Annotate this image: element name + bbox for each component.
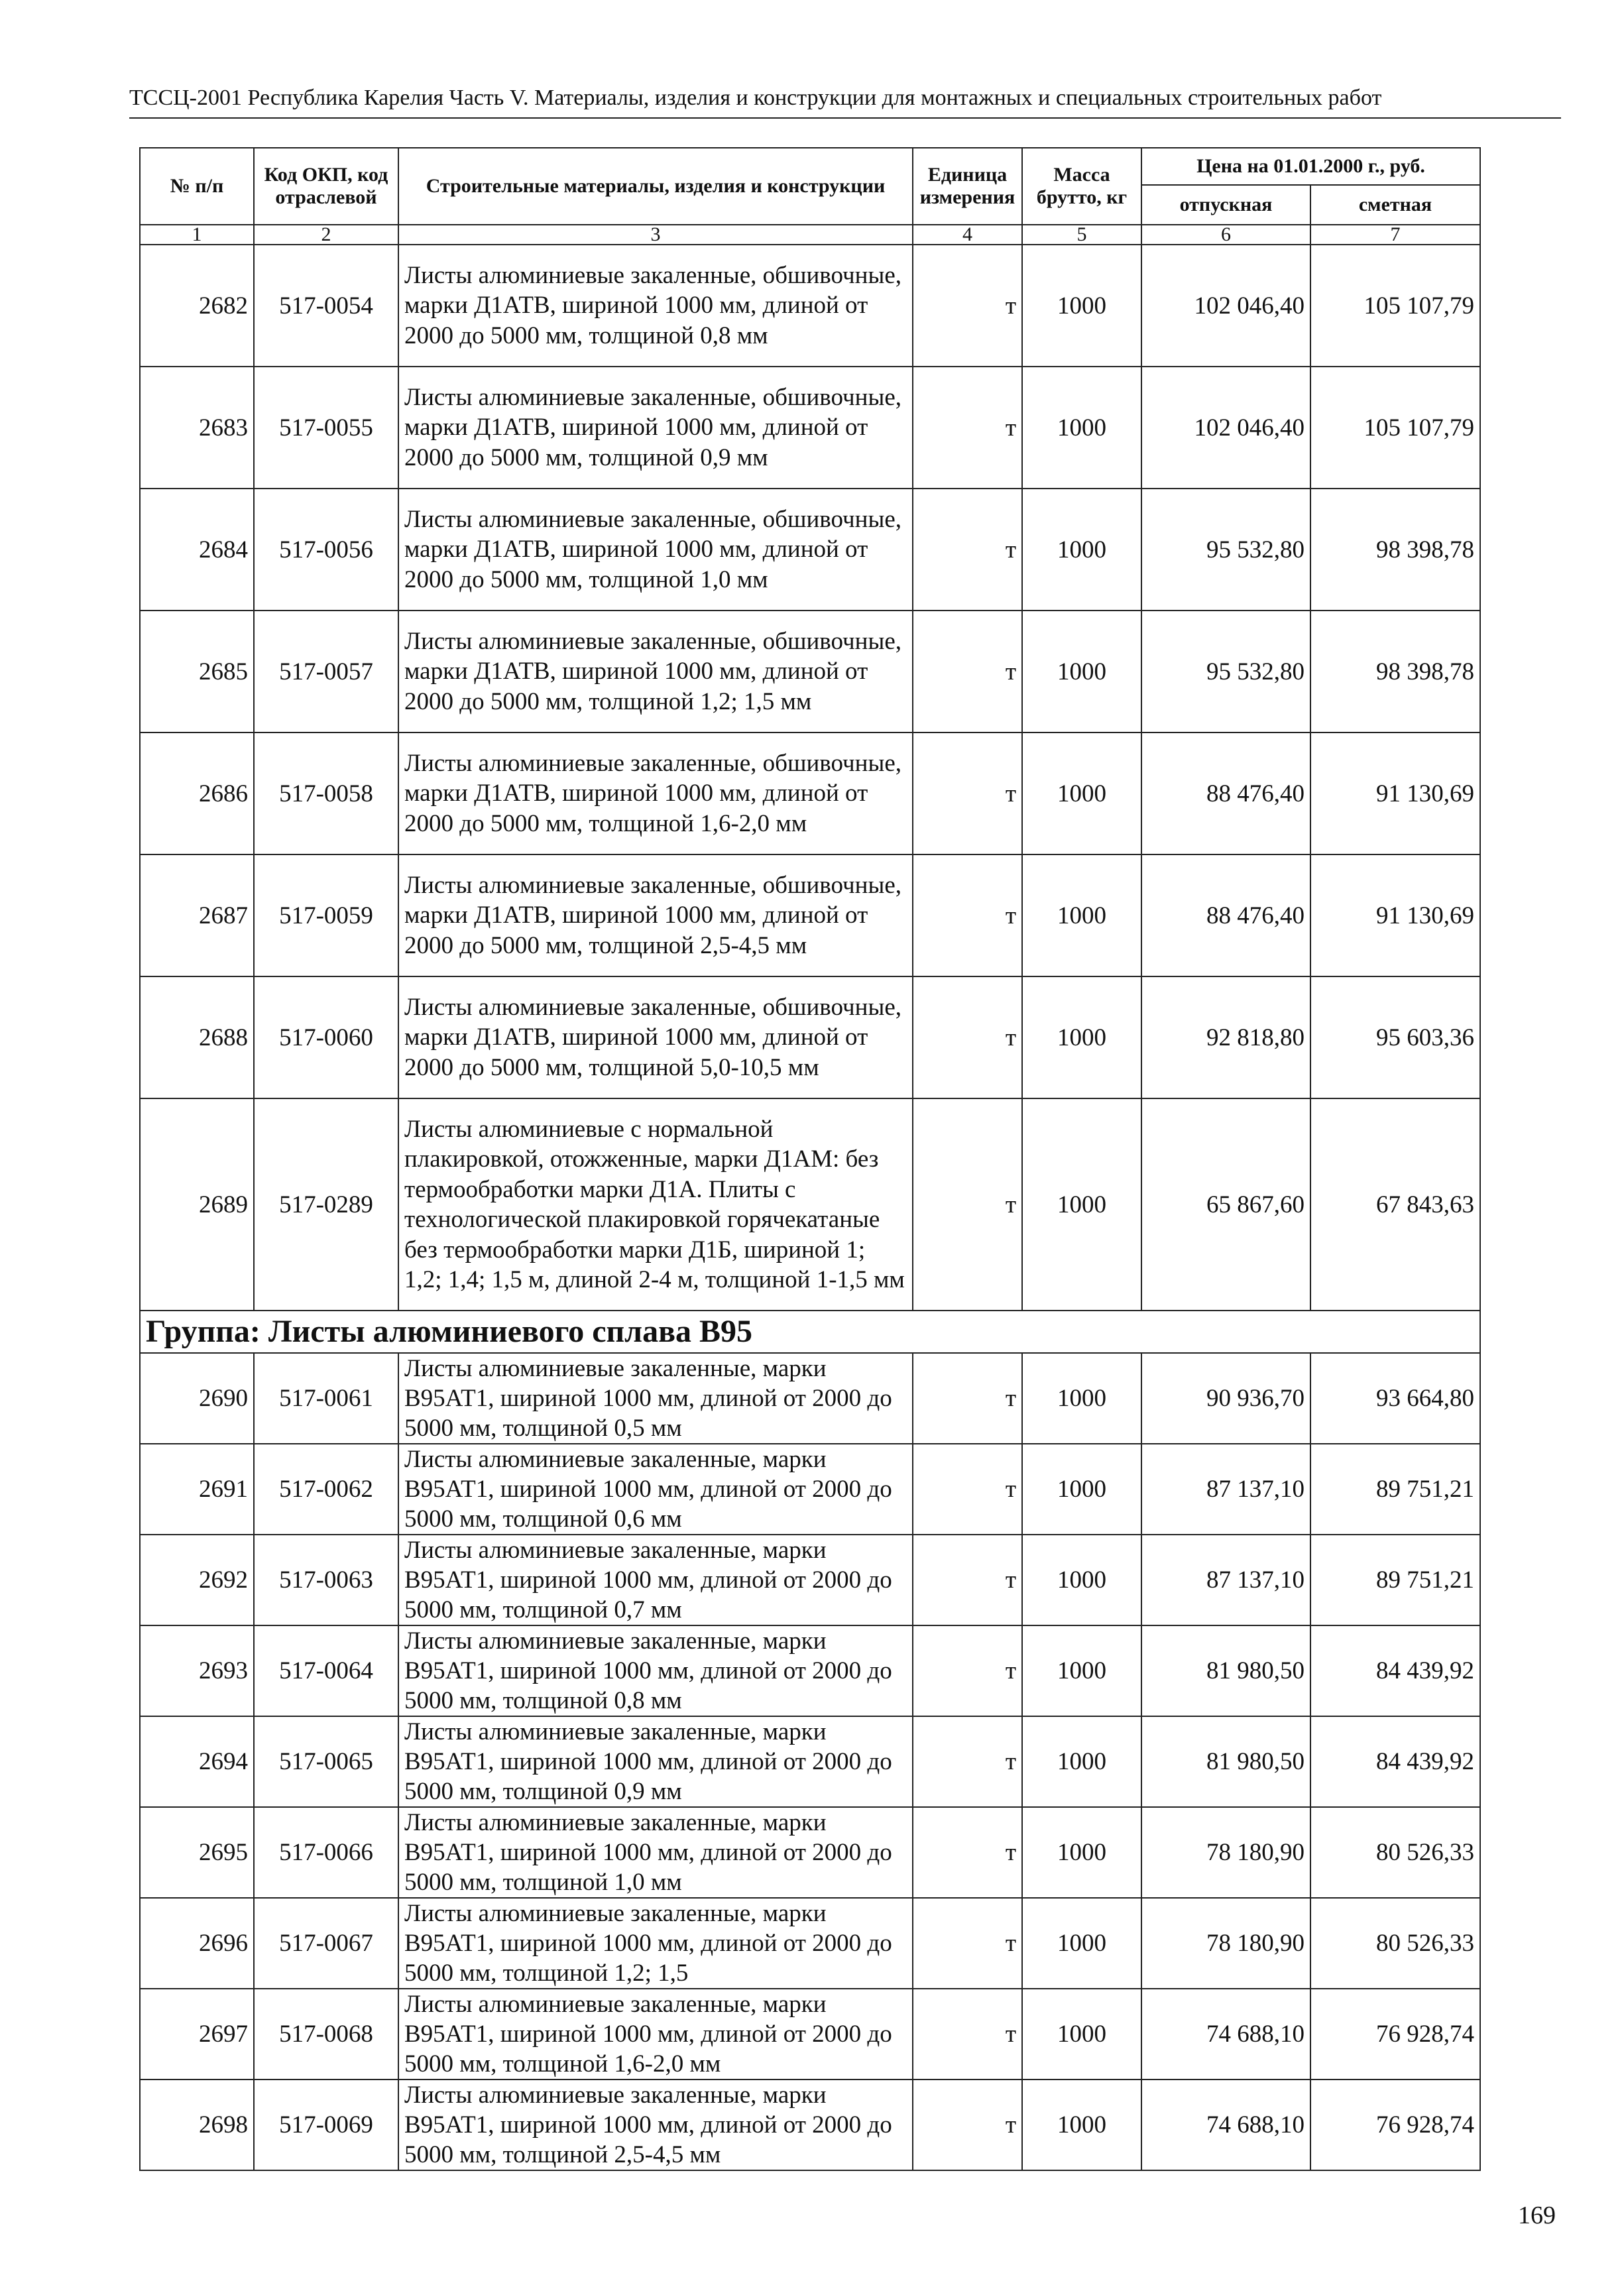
row-price-release: 78 180,90 — [1141, 1898, 1310, 1989]
row-description: Листы алюминиевые закаленные, марки В95АТ1, шириной 1000 мм, длиной от 2000 до 5000 мм, толщиной 0,5 мм — [398, 1353, 913, 1444]
row-mass: 1000 — [1022, 1716, 1141, 1807]
table-row — [140, 367, 1480, 489]
header-row-1 — [140, 148, 1480, 185]
col-header-price-estimate: сметная — [1310, 185, 1480, 225]
row-unit: т — [913, 367, 1022, 489]
row-number: 2694 — [140, 1716, 254, 1807]
row-mass: 1000 — [1022, 611, 1141, 733]
row-number: 2688 — [140, 976, 254, 1098]
row-description: Листы алюминиевые закаленные, обшивочные, марки Д1АТВ, шириной 1000 мм, длиной от 2000 до 5000 мм, толщиной 1,6-2,0 мм — [398, 733, 913, 854]
table-row — [140, 1898, 1480, 1989]
col-header-price-group: Цена на 01.01.2000 г., руб. — [1141, 148, 1480, 185]
row-mass: 1000 — [1022, 1444, 1141, 1535]
row-unit: т — [913, 1716, 1022, 1807]
row-code: 517-0068 — [254, 1989, 398, 2080]
row-description: Листы алюминиевые закаленные, марки В95АТ1, шириной 1000 мм, длиной от 2000 до 5000 мм, толщиной 0,6 мм — [398, 1444, 913, 1535]
price-table — [139, 147, 1481, 2171]
row-price-release: 92 818,80 — [1141, 976, 1310, 1098]
row-code: 517-0058 — [254, 733, 398, 854]
row-description: Листы алюминиевые закаленные, обшивочные, марки Д1АТВ, шириной 1000 мм, длиной от 2000 до 5000 мм, толщиной 0,9 мм — [398, 367, 913, 489]
row-price-release: 95 532,80 — [1141, 489, 1310, 611]
row-price-release: 88 476,40 — [1141, 733, 1310, 854]
row-mass: 1000 — [1022, 976, 1141, 1098]
table-row — [140, 1098, 1480, 1311]
row-unit: т — [913, 1098, 1022, 1311]
row-price-release: 74 688,10 — [1141, 1989, 1310, 2080]
header-rule — [129, 117, 1561, 119]
row-number: 2683 — [140, 367, 254, 489]
row-number: 2687 — [140, 854, 254, 976]
col-header-n: № п/п — [140, 148, 254, 225]
column-number: 1 — [140, 225, 254, 245]
row-price-release: 102 046,40 — [1141, 245, 1310, 367]
row-price-estimate: 76 928,74 — [1310, 2080, 1480, 2170]
row-price-estimate: 80 526,33 — [1310, 1898, 1480, 1989]
table-row — [140, 1353, 1480, 1444]
column-number: 4 — [913, 225, 1022, 245]
row-price-release: 87 137,10 — [1141, 1535, 1310, 1625]
row-unit: т — [913, 1535, 1022, 1625]
row-price-estimate: 76 928,74 — [1310, 1989, 1480, 2080]
row-price-estimate: 67 843,63 — [1310, 1098, 1480, 1311]
row-price-release: 74 688,10 — [1141, 2080, 1310, 2170]
table-row — [140, 854, 1480, 976]
row-description: Листы алюминиевые закаленные, обшивочные, марки Д1АТВ, шириной 1000 мм, длиной от 2000 до 5000 мм, толщиной 1,0 мм — [398, 489, 913, 611]
column-number: 7 — [1310, 225, 1480, 245]
col-header-mass: Масса брутто, кг — [1022, 148, 1141, 225]
row-mass: 1000 — [1022, 1989, 1141, 2080]
row-price-release: 87 137,10 — [1141, 1444, 1310, 1535]
row-unit: т — [913, 976, 1022, 1098]
row-price-estimate: 84 439,92 — [1310, 1625, 1480, 1716]
row-code: 517-0069 — [254, 2080, 398, 2170]
row-number: 2686 — [140, 733, 254, 854]
row-code: 517-0061 — [254, 1353, 398, 1444]
table-row — [140, 1625, 1480, 1716]
row-price-release: 65 867,60 — [1141, 1098, 1310, 1311]
row-code: 517-0059 — [254, 854, 398, 976]
table-body-2689 — [140, 1098, 1480, 1353]
col-header-desc: Строительные материалы, изделия и конструкции — [398, 148, 913, 225]
column-number: 2 — [254, 225, 398, 245]
column-number: 3 — [398, 225, 913, 245]
row-number: 2697 — [140, 1989, 254, 2080]
row-unit: т — [913, 733, 1022, 854]
row-price-release: 81 980,50 — [1141, 1716, 1310, 1807]
row-price-estimate: 80 526,33 — [1310, 1807, 1480, 1898]
row-price-estimate: 98 398,78 — [1310, 611, 1480, 733]
table-row — [140, 611, 1480, 733]
row-price-release: 102 046,40 — [1141, 367, 1310, 489]
row-mass: 1000 — [1022, 245, 1141, 367]
row-price-estimate: 105 107,79 — [1310, 367, 1480, 489]
table-row — [140, 245, 1480, 367]
table-row — [140, 1535, 1480, 1625]
row-code: 517-0289 — [254, 1098, 398, 1311]
column-number: 6 — [1141, 225, 1310, 245]
row-code: 517-0057 — [254, 611, 398, 733]
row-mass: 1000 — [1022, 1898, 1141, 1989]
row-mass: 1000 — [1022, 854, 1141, 976]
row-unit: т — [913, 854, 1022, 976]
row-number: 2698 — [140, 2080, 254, 2170]
row-number: 2682 — [140, 245, 254, 367]
row-unit: т — [913, 1989, 1022, 2080]
row-price-estimate: 93 664,80 — [1310, 1353, 1480, 1444]
row-code: 517-0054 — [254, 245, 398, 367]
row-mass: 1000 — [1022, 1098, 1141, 1311]
row-price-release: 88 476,40 — [1141, 854, 1310, 976]
table-row — [140, 1807, 1480, 1898]
row-mass: 1000 — [1022, 367, 1141, 489]
row-unit: т — [913, 611, 1022, 733]
row-mass: 1000 — [1022, 1807, 1141, 1898]
column-number: 5 — [1022, 225, 1141, 245]
row-description: Листы алюминиевые закаленные, марки В95АТ1, шириной 1000 мм, длиной от 2000 до 5000 мм, толщиной 0,9 мм — [398, 1716, 913, 1807]
row-number: 2684 — [140, 489, 254, 611]
row-price-release: 81 980,50 — [1141, 1625, 1310, 1716]
row-price-estimate: 89 751,21 — [1310, 1444, 1480, 1535]
group-row — [140, 1311, 1480, 1353]
row-description: Листы алюминиевые закаленные, марки В95АТ1, шириной 1000 мм, длиной от 2000 до 5000 мм, толщиной 0,7 мм — [398, 1535, 913, 1625]
row-price-estimate: 95 603,36 — [1310, 976, 1480, 1098]
row-description: Листы алюминиевые закаленные, обшивочные, марки Д1АТВ, шириной 1000 мм, длиной от 2000 до 5000 мм, толщиной 1,2; 1,5 мм — [398, 611, 913, 733]
row-number: 2685 — [140, 611, 254, 733]
row-code: 517-0060 — [254, 976, 398, 1098]
row-description: Листы алюминиевые закаленные, марки В95АТ1, шириной 1000 мм, длиной от 2000 до 5000 мм, толщиной 1,0 мм — [398, 1807, 913, 1898]
row-description: Листы алюминиевые закаленные, марки В95АТ1, шириной 1000 мм, длиной от 2000 до 5000 мм, толщиной 0,8 мм — [398, 1625, 913, 1716]
row-code: 517-0065 — [254, 1716, 398, 1807]
row-number: 2692 — [140, 1535, 254, 1625]
table-row — [140, 1989, 1480, 2080]
row-description: Листы алюминиевые с нормальной плакировкой, отожженные, марки Д1АМ: без термообработки марки Д1А. Плиты с технологической плакировкой горячекатаные без термообработки марки Д1Б, шириной 1; 1,2; 1,4; 1,5 м, длиной 2-4 м, толщиной 1-1,5 мм — [398, 1098, 913, 1311]
column-number-row — [140, 225, 1480, 245]
row-number: 2690 — [140, 1353, 254, 1444]
table-row — [140, 1444, 1480, 1535]
row-price-release: 90 936,70 — [1141, 1353, 1310, 1444]
row-price-estimate: 91 130,69 — [1310, 733, 1480, 854]
row-description: Листы алюминиевые закаленные, марки В95АТ1, шириной 1000 мм, длиной от 2000 до 5000 мм, толщиной 1,6-2,0 мм — [398, 1989, 913, 2080]
table-row — [140, 2080, 1480, 2170]
row-description: Листы алюминиевые закаленные, марки В95АТ1, шириной 1000 мм, длиной от 2000 до 5000 мм, толщиной 1,2; 1,5 — [398, 1898, 913, 1989]
row-description: Листы алюминиевые закаленные, обшивочные, марки Д1АТВ, шириной 1000 мм, длиной от 2000 до 5000 мм, толщиной 0,8 мм — [398, 245, 913, 367]
row-mass: 1000 — [1022, 1535, 1141, 1625]
col-header-price-release: отпускная — [1141, 185, 1310, 225]
row-price-estimate: 89 751,21 — [1310, 1535, 1480, 1625]
row-price-estimate: 105 107,79 — [1310, 245, 1480, 367]
row-code: 517-0064 — [254, 1625, 398, 1716]
row-unit: т — [913, 1625, 1022, 1716]
row-price-estimate: 98 398,78 — [1310, 489, 1480, 611]
row-code: 517-0062 — [254, 1444, 398, 1535]
row-number: 2696 — [140, 1898, 254, 1989]
group-title: Группа: Листы алюминиевого сплава В95 — [140, 1311, 1480, 1353]
page-header: ТССЦ-2001 Республика Карелия Часть V. Материалы, изделия и конструкции для монтажных и специальных строительных работ — [129, 86, 1382, 110]
row-unit: т — [913, 2080, 1022, 2170]
table-body-d1 — [140, 245, 1480, 1098]
row-unit: т — [913, 489, 1022, 611]
row-code: 517-0055 — [254, 367, 398, 489]
row-mass: 1000 — [1022, 2080, 1141, 2170]
row-price-release: 95 532,80 — [1141, 611, 1310, 733]
row-number: 2689 — [140, 1098, 254, 1311]
row-mass: 1000 — [1022, 1625, 1141, 1716]
row-number: 2691 — [140, 1444, 254, 1535]
table-row — [140, 733, 1480, 854]
row-code: 517-0066 — [254, 1807, 398, 1898]
row-unit: т — [913, 1444, 1022, 1535]
row-mass: 1000 — [1022, 733, 1141, 854]
row-description: Листы алюминиевые закаленные, обшивочные, марки Д1АТВ, шириной 1000 мм, длиной от 2000 до 5000 мм, толщиной 5,0-10,5 мм — [398, 976, 913, 1098]
row-price-estimate: 84 439,92 — [1310, 1716, 1480, 1807]
page-number: 169 — [1518, 2201, 1556, 2229]
row-description: Листы алюминиевые закаленные, обшивочные, марки Д1АТВ, шириной 1000 мм, длиной от 2000 до 5000 мм, толщиной 2,5-4,5 мм — [398, 854, 913, 976]
row-price-release: 78 180,90 — [1141, 1807, 1310, 1898]
table-row — [140, 1716, 1480, 1807]
row-unit: т — [913, 1898, 1022, 1989]
row-code: 517-0063 — [254, 1535, 398, 1625]
row-price-estimate: 91 130,69 — [1310, 854, 1480, 976]
row-unit: т — [913, 1807, 1022, 1898]
table-row — [140, 976, 1480, 1098]
row-unit: т — [913, 1353, 1022, 1444]
table-body-b95 — [140, 1353, 1480, 2170]
table-row — [140, 489, 1480, 611]
row-code: 517-0067 — [254, 1898, 398, 1989]
row-description: Листы алюминиевые закаленные, марки В95АТ1, шириной 1000 мм, длиной от 2000 до 5000 мм, толщиной 2,5-4,5 мм — [398, 2080, 913, 2170]
row-unit: т — [913, 245, 1022, 367]
row-mass: 1000 — [1022, 1353, 1141, 1444]
col-header-unit: Единица измерения — [913, 148, 1022, 225]
row-mass: 1000 — [1022, 489, 1141, 611]
row-code: 517-0056 — [254, 489, 398, 611]
row-number: 2693 — [140, 1625, 254, 1716]
row-number: 2695 — [140, 1807, 254, 1898]
col-header-code: Код ОКП, код отраслевой — [254, 148, 398, 225]
